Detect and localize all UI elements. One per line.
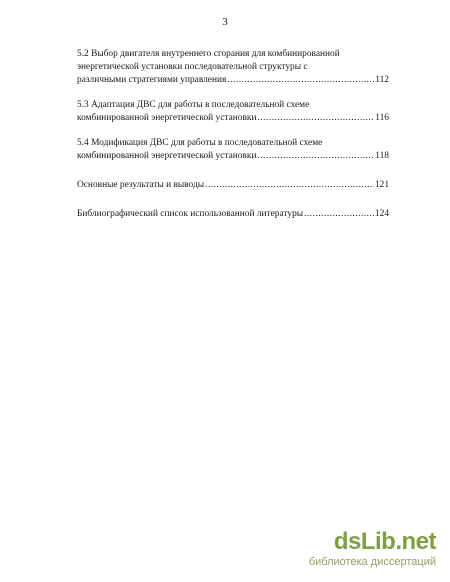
toc-page-number: 118 <box>375 151 389 161</box>
toc-entry-last-line <box>77 112 389 125</box>
toc-page-number: 112 <box>375 75 389 85</box>
toc-entry-last-line <box>77 179 389 192</box>
dot-leader <box>304 208 374 221</box>
toc-entry-bibliography[interactable] <box>77 208 389 221</box>
toc-entry-title-end: различными стратегиями управления <box>77 75 227 85</box>
toc-entry-line: 5.4 Модификация ДВС для работы в последовательной схеме <box>77 138 323 148</box>
toc-entry-5-3[interactable] <box>77 99 389 125</box>
toc-entry-conclusions[interactable] <box>77 179 389 192</box>
toc-entry-title-end: комбинированной энергетической установки <box>77 113 257 123</box>
toc-page-number: 121 <box>374 180 389 190</box>
toc-page-number: 124 <box>374 209 389 219</box>
dot-leader <box>227 74 374 87</box>
toc-entry-last-line <box>77 74 389 87</box>
toc-entry-5-4[interactable] <box>77 137 389 163</box>
watermark <box>296 528 436 572</box>
toc-entry-title-end: Библиографический список использованной литературы <box>77 209 304 219</box>
toc-entry-last-line <box>77 150 389 163</box>
toc-entry-title-end: Основные результаты и выводы <box>77 180 205 190</box>
dot-leader <box>257 112 374 125</box>
toc-entry-5-2[interactable] <box>77 48 389 87</box>
toc-entry-last-line <box>77 208 389 221</box>
dot-leader <box>257 150 374 163</box>
toc-entry-title-end: комбинированной энергетической установки <box>77 151 257 161</box>
toc-entry-line: 5.2 Выбор двигателя внутреннего сгорания для комбинированной <box>77 49 340 59</box>
toc-page-number: 116 <box>375 113 389 123</box>
table-of-contents <box>77 48 389 233</box>
toc-entry-line: энергетической установки последовательной структуры с <box>77 62 308 72</box>
watermark-logo: dsLib.net <box>333 528 436 555</box>
page-number: 3 <box>222 16 228 28</box>
dot-leader <box>205 179 374 192</box>
toc-entry-line: 5.3 Адаптация ДВС для работы в последовательной схеме <box>77 100 310 110</box>
watermark-subtitle: библиотека диссертаций <box>308 556 436 568</box>
